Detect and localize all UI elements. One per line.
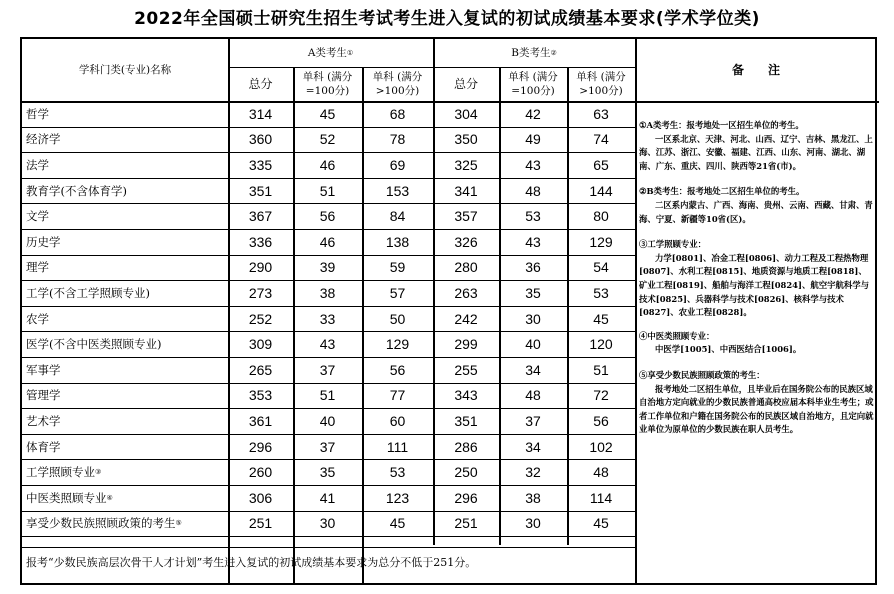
b-total-header: 总分 <box>453 77 478 91</box>
cell-a-singleover100: 56 <box>389 361 406 378</box>
remark-body: 力学[0801]、冶金工程[0806]、动力工程及工程热物理[0807]、水利工程[0815]、地质资源与地质工程[0818]、矿业工程[0819]、船舶与海洋工程[0824]、航空宇航科学与技术[0825]、兵器科学与技术[0826]、核科学与技术[0827]、农业工程[0828]。 <box>639 252 869 318</box>
cell-a-singleover100: 111 <box>386 438 409 455</box>
row-discipline-name: 工学照顾专业 ③ <box>26 465 102 480</box>
cell-a-singleover100: 68 <box>389 105 406 122</box>
cell-b-total: 326 <box>454 233 478 250</box>
cell-b-singleover100: 45 <box>593 515 609 532</box>
cell-b-singleover100: 129 <box>589 233 613 250</box>
cell-a-total: 306 <box>248 489 273 506</box>
cell-a-total: 353 <box>248 387 273 404</box>
cell-b-single100: 38 <box>525 489 541 506</box>
cell-b-single100: 35 <box>525 284 541 301</box>
footer-note: 报考“少数民族高层次骨干人才计划”考生进入复试的初试成绩基本要求为总分不低于251分。 <box>26 556 477 569</box>
cell-a-total: 314 <box>248 105 273 122</box>
cell-a-total: 273 <box>248 284 273 301</box>
cell-a-total: 336 <box>248 233 273 250</box>
remark-heading: ①A类考生：报考地处一区招生单位的考生。 <box>639 120 804 130</box>
score-table <box>20 37 877 585</box>
cell-b-total: 304 <box>454 105 478 122</box>
remark-body: 报考地处二区招生单位，且毕业后在国务院公布的民族区域自治地方定向就业的少数民族普通高校应届本科毕业生考生；或者工作单位和户籍在国务院公布的民族区域自治地方，且定向就业单位为原单位的少数民族在职人员考生。 <box>639 383 874 435</box>
cell-b-single100: 42 <box>525 105 541 122</box>
cell-a-singleover100: 60 <box>389 412 406 429</box>
cell-a-single100: 37 <box>319 438 336 455</box>
cell-b-total: 250 <box>454 464 478 481</box>
cell-b-single100: 30 <box>525 515 541 532</box>
remark-body: 二区系内蒙古、广西、海南、贵州、云南、西藏、甘肃、青海、宁夏、新疆等10省(区)。 <box>639 199 873 224</box>
cell-b-single100: 48 <box>525 387 541 404</box>
cell-b-single100: 37 <box>525 412 541 429</box>
cell-a-single100: 37 <box>319 361 336 378</box>
row-discipline-name: 理学 <box>26 260 49 275</box>
row-discipline-name: 哲学 <box>26 106 49 121</box>
cell-a-total: 361 <box>248 412 273 429</box>
remark-body: 一区系北京、天津、河北、山西、辽宁、吉林、黑龙江、上海、江苏、浙江、安徽、福建、江西、山东、河南、湖北、湖南、广东、重庆、四川、陕西等21省(市)。 <box>639 133 873 171</box>
row-discipline-name: 工学(不含工学照顾专业) <box>26 285 150 300</box>
cell-b-single100: 43 <box>525 233 541 250</box>
cell-a-single100: 51 <box>319 182 336 199</box>
row-discipline-name: 艺术学 <box>26 413 61 428</box>
cell-a-singleover100: 84 <box>389 208 406 225</box>
discipline-header: 学科门类(专业)名称 <box>78 64 172 76</box>
cell-b-singleover100: 51 <box>593 361 609 378</box>
remark-heading: ⑤享受少数民族照顾政策的考生： <box>639 369 765 380</box>
row-discipline-name: 教育学(不含体育学) <box>26 183 127 198</box>
row-discipline-name: 中医类照顾专业 ④ <box>26 490 113 505</box>
cell-a-total: 335 <box>248 156 273 173</box>
remark-heading: ④中医类照顾专业： <box>639 330 715 341</box>
cell-a-total: 360 <box>248 131 273 148</box>
cell-b-total: 296 <box>454 489 478 506</box>
cell-b-singleover100: 45 <box>593 310 609 327</box>
cell-b-singleover100: 74 <box>593 131 609 148</box>
row-discipline-name: 享受少数民族照顾政策的考生 ⑤ <box>26 516 182 531</box>
cell-a-single100: 30 <box>319 515 336 532</box>
cell-b-singleover100: 56 <box>593 412 609 429</box>
cell-b-singleover100: 120 <box>589 336 613 353</box>
cell-a-total: 251 <box>248 515 273 532</box>
row-discipline-name: 体育学 <box>26 439 61 454</box>
cell-a-single100: 51 <box>319 387 336 404</box>
cell-b-total: 299 <box>454 336 478 353</box>
cell-b-singleover100: 80 <box>593 208 609 225</box>
row-discipline-name: 法学 <box>26 157 49 172</box>
cell-a-total: 309 <box>248 336 273 353</box>
row-discipline-name: 历史学 <box>26 234 61 249</box>
cell-b-single100: 49 <box>525 131 541 148</box>
cell-a-total: 290 <box>248 259 273 276</box>
cell-a-total: 296 <box>248 438 273 455</box>
cell-b-singleover100: 72 <box>593 387 609 404</box>
cell-a-single100: 45 <box>319 105 336 122</box>
cell-a-singleover100: 77 <box>389 387 406 404</box>
b-singleover100-header: 单科 (满分>100分) <box>576 71 626 97</box>
cell-b-single100: 53 <box>525 208 541 225</box>
cell-b-single100: 36 <box>525 259 541 276</box>
cell-b-single100: 32 <box>525 464 541 481</box>
cell-a-singleover100: 53 <box>389 464 406 481</box>
a-singleover100-header: 单科 (满分>100分) <box>372 71 423 97</box>
cell-a-singleover100: 78 <box>389 131 406 148</box>
cell-a-single100: 40 <box>319 412 336 429</box>
cell-a-single100: 52 <box>319 131 336 148</box>
cell-b-total: 357 <box>454 208 478 225</box>
cell-b-total: 280 <box>454 259 478 276</box>
cell-b-total: 341 <box>454 182 478 199</box>
cell-a-singleover100: 129 <box>385 336 410 353</box>
cell-a-singleover100: 57 <box>389 284 406 301</box>
page-title: 2022年全国硕士研究生招生考试考生进入复试的初试成绩基本要求(学术学位类) <box>134 9 760 29</box>
cell-b-single100: 40 <box>525 336 541 353</box>
cell-b-singleover100: 53 <box>593 284 609 301</box>
row-discipline-name: 医学(不含中医类照顾专业) <box>26 337 162 352</box>
cell-a-total: 351 <box>248 182 273 199</box>
cell-b-singleover100: 54 <box>593 259 609 276</box>
cell-a-single100: 33 <box>319 310 336 327</box>
row-discipline-name: 管理学 <box>26 388 61 403</box>
cell-a-single100: 39 <box>319 259 336 276</box>
cell-b-total: 325 <box>454 156 478 173</box>
cell-a-singleover100: 59 <box>389 259 406 276</box>
a-single100-header: 单科 (满分=100分) <box>302 71 353 97</box>
cell-b-total: 286 <box>454 438 478 455</box>
cell-a-single100: 43 <box>319 336 336 353</box>
cell-a-singleover100: 123 <box>385 489 410 506</box>
cell-b-total: 351 <box>454 412 478 429</box>
remark-heading: ②B类考生：报考地处二区招生单位的考生。 <box>639 186 805 197</box>
cell-b-total: 350 <box>454 131 478 148</box>
cell-b-total: 242 <box>454 310 478 327</box>
cell-a-total: 367 <box>248 208 273 225</box>
cell-b-singleover100: 48 <box>593 464 609 481</box>
cell-b-single100: 34 <box>525 438 541 455</box>
cell-b-single100: 43 <box>525 156 541 173</box>
remark-heading: ③工学照顾专业： <box>639 239 706 250</box>
cell-a-singleover100: 50 <box>389 310 406 327</box>
cell-a-total: 252 <box>248 310 273 327</box>
cell-a-single100: 35 <box>319 464 336 481</box>
cell-a-singleover100: 153 <box>385 182 410 199</box>
group-a-header: A类考生 ① <box>307 47 354 59</box>
cell-b-singleover100: 102 <box>589 438 613 455</box>
cell-b-singleover100: 144 <box>589 182 613 199</box>
cell-b-singleover100: 63 <box>593 105 609 122</box>
row-discipline-name: 农学 <box>26 311 49 326</box>
a-total-header: 总分 <box>248 77 273 91</box>
cell-a-singleover100: 138 <box>385 233 410 250</box>
b-single100-header: 单科 (满分=100分) <box>508 71 558 97</box>
cell-a-total: 265 <box>248 361 273 378</box>
cell-b-single100: 48 <box>525 182 541 199</box>
cell-a-single100: 46 <box>319 233 336 250</box>
cell-b-total: 251 <box>454 515 478 532</box>
cell-a-single100: 56 <box>319 208 336 225</box>
cell-a-singleover100: 69 <box>389 156 406 173</box>
cell-b-total: 343 <box>454 387 478 404</box>
row-discipline-name: 文学 <box>26 209 49 224</box>
cell-a-single100: 41 <box>319 489 336 506</box>
group-b-header: B类考生 ② <box>511 47 557 59</box>
cell-b-singleover100: 65 <box>593 156 609 173</box>
row-discipline-name: 军事学 <box>26 362 61 377</box>
cell-b-single100: 34 <box>525 361 541 378</box>
cell-b-single100: 30 <box>525 310 541 327</box>
remarks-panel <box>639 119 875 449</box>
cell-b-total: 263 <box>454 284 478 301</box>
cell-a-total: 260 <box>248 464 273 481</box>
cell-a-single100: 38 <box>319 284 336 301</box>
cell-a-singleover100: 45 <box>389 515 406 532</box>
cell-b-singleover100: 114 <box>589 489 613 506</box>
remark-body: 中医学[1005]、中西医结合[1006]。 <box>655 344 802 355</box>
row-discipline-name: 经济学 <box>26 132 61 147</box>
remarks-header: 备 注 <box>731 63 780 77</box>
cell-b-total: 255 <box>454 361 478 378</box>
cell-a-single100: 46 <box>319 156 336 173</box>
